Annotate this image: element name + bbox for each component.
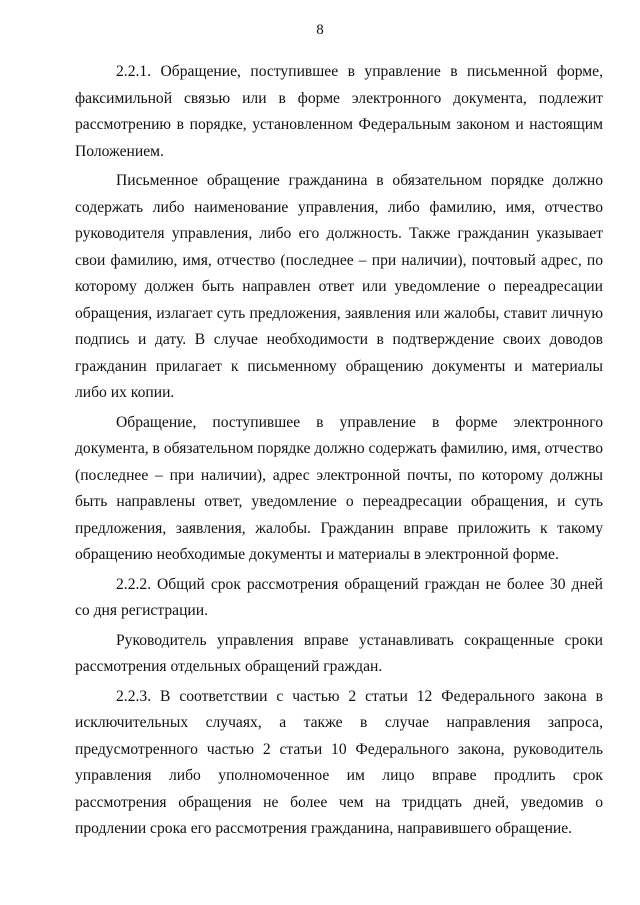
paragraph-2-2-2: 2.2.2. Общий срок рассмотрения обращений граждан не более 30 дней со дня регистрации.: [75, 575, 603, 619]
paragraph-electronic-appeal: Обращение, поступившее в управление в форме электронного документа, в обязательном порядке должно содержать фамилию, имя, отчество (последнее – при наличии), адрес электронной почты, по которому должны быть направлены ответ, уведомление о переадресации обращения, и суть предложения, заявления, жалобы. Гражданин вправе приложить к такому обращению необходимые документы и материалы в электронной форме.: [75, 413, 603, 563]
paragraph-2-2-1: 2.2.1. Обращение, поступившее в управление в письменной форме, факсимильной связью или в форме электронного документа, подлежит рассмотрению в порядке, установленном Федеральным законом и настоящим Положением.: [75, 63, 603, 160]
paragraph-reduced-terms: Руководитель управления вправе устанавливать сокращенные сроки рассмотрения отдельных обращений граждан.: [75, 631, 603, 675]
document-body: [75, 59, 603, 846]
paragraph-written-appeal: Письменное обращение гражданина в обязательном порядке должно содержать либо наименование управления, либо фамилию, имя, отчество руководителя управления, либо его должность. Также гражданин указывает свои фамилию, имя, отчество (последнее – при наличии), почтовый адрес, по которому должен быть направлен ответ или уведомление о переадресации обращения, излагает суть предложения, заявления или жалобы, ставит личную подпись и дату. В случае необходимости в подтверждение своих доводов гражданин прилагает к письменному обращению документы и материалы либо их копии.: [75, 172, 603, 401]
paragraph-2-2-3: 2.2.3. В соответствии с частью 2 статьи 12 Федерального закона в исключительных случаях, а также в случае направления запроса, предусмотренного частью 2 статьи 10 Федерального закона, руководитель управления либо уполномоченное им лицо вправе продлить срок рассмотрения обращения не более чем на тридцать дней, уведомив о продлении срока его рассмотрения гражданина, направившего обращение.: [75, 687, 603, 837]
page-number: 8: [316, 22, 324, 38]
